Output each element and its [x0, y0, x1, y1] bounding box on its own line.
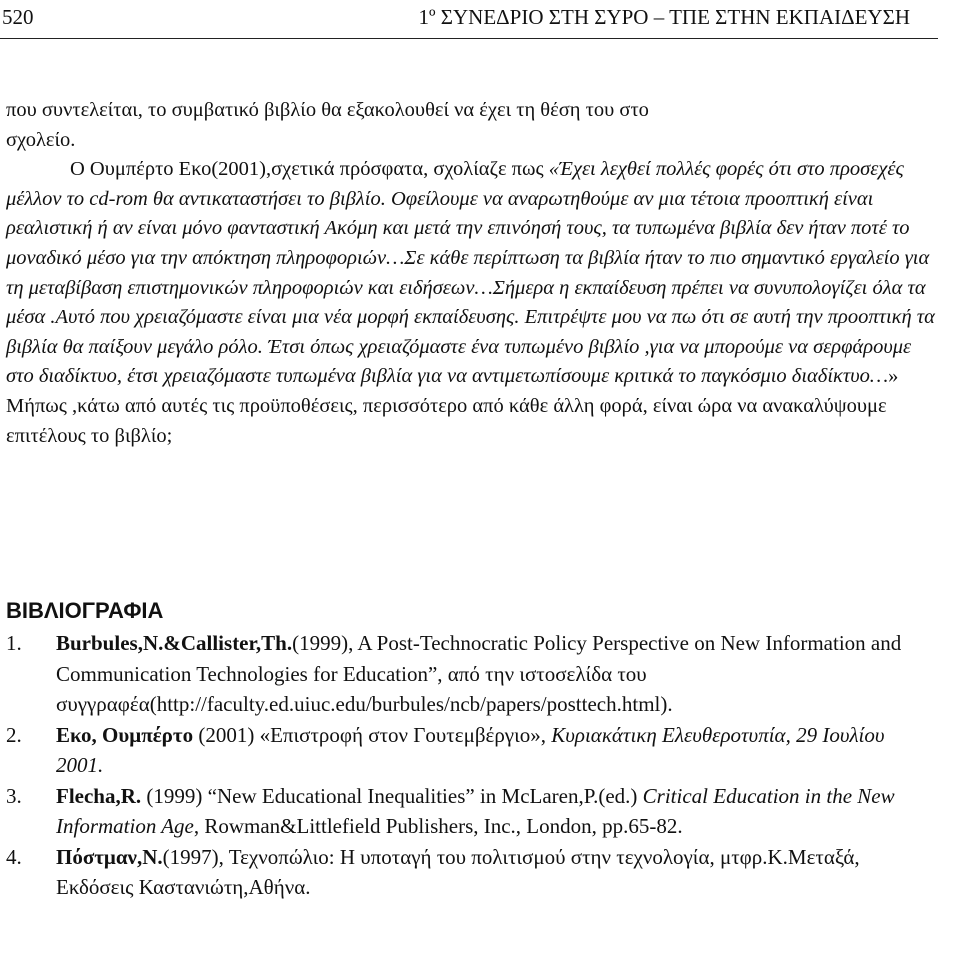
page-header: [0, 0, 960, 34]
reference-number: 3.: [6, 783, 22, 808]
paragraph-1-line-2: σχολείο.: [6, 128, 76, 151]
reference-number: 1.: [6, 631, 22, 655]
reference-authors: Burbules,N.&Callister,Th.: [56, 631, 293, 655]
paragraph-2-lead: Ο Ουμπέρτο Εκο(2001),σχετικά πρόσφατα, σχολίαζε πως: [70, 158, 549, 181]
reference-authors: Flecha,R.: [56, 783, 142, 808]
reference-details: (1999) “New Educational Inequalities” in McLaren,P.(ed.): [141, 783, 643, 808]
page-number: 520: [2, 5, 34, 29]
reference-number: 4.: [6, 844, 22, 869]
reference-publisher: , Rowman&Littlefield Publishers, Inc., London, pp.65-82.: [193, 814, 683, 838]
paragraph-2-tail: Μήπως ,κάτω από αυτές τις προϋποθέσεις, περισσότερο από κάθε άλλη φορά, είναι ώρα να ανακαλύψουμε επιτέλους το βιβλίο;: [6, 394, 887, 447]
references-title: ΒΙΒΛΙΟΓΡΑΦΙΑ: [6, 598, 164, 623]
quote-close-mark: »: [888, 365, 899, 388]
reference-source: Κυριακάτικη Ελευθεροτυπία, 29 Ιουλίου 2001.: [56, 722, 885, 777]
eco-quote-part-1: «Έχει λεχθεί πολλές φορές ότι στο προσεχές μέλλον το cd-rom θα αντικαταστήσει το βιβλίο. Οφείλουμε να αναρωτηθούμε αν μια τέτοια προοπτική είναι ρεαλιστική ή αν είναι μόνο φανταστική Ακόμη και μετά την επινόησή τους, τα τυπωμένα βιβλία δεν ήταν ποτέ το μοναδικό μέσο για την απόκτηση πληροφοριών: [6, 158, 910, 269]
running-head: 1º ΣΥΝΕΔΡΙΟ ΣΤΗ ΣΥΡΟ – ΤΠΕ ΣΤΗΝ ΕΚΠΑΙΔΕΥΣΗ: [418, 5, 910, 29]
reference-item-1: [6, 628, 926, 720]
reference-source: Critical Education in the New Information Age: [56, 783, 895, 838]
reference-number: 2.: [6, 722, 22, 747]
eco-quote-part-2: Σε κάθε περίπτωση τα βιβλία ήταν το πιο σημαντικό εργαλείο για τη μεταβίβαση επιστημονικών πληροφοριών και ειδήσεων: [6, 246, 930, 299]
reference-details: (1997), Τεχνοπώλιο: Η υποταγή του πολιτισμού στην τεχνολογία, μτφρ.Κ.Μεταξά, Εκδόσεις Καστανιώτη,Αθήνα.: [56, 844, 860, 899]
reference-details: (2001) «Επιστροφή στον Γουτεμβέργιο»,: [193, 722, 552, 747]
reference-details: (1999), A Post-Technocratic Policy Perspective on New Information and Communication Technologies for Education”, από την ιστοσελίδα του συγγραφέα(http://faculty.ed.uiuc.edu/burbules/ncb/papers/posttech.html).: [56, 631, 902, 716]
body-text: [6, 96, 938, 451]
ellipsis-2: …: [474, 276, 493, 299]
paragraph-1-line-1: που συντελείται, το συμβατικό βιβλίο θα εξακολουθεί να έχει τη θέση του στο: [6, 99, 649, 121]
ellipsis-1: …: [386, 246, 405, 269]
reference-item-3: [6, 781, 926, 842]
eco-quote-part-3: Σήμερα η εκπαίδευση πρέπει να συνυπολογίζει όλα τα μέσα .Αυτό που χρειαζόμαστε είναι μια νέα μορφή εκπαίδευσης. Επιτρέψτε μου να πω ότι σε αυτή την προοπτική τα βιβλία θα παίξουν μεγάλο ρόλο. Έτσι όπως χρειαζόμαστε ένα τυπωμένο βιβλίο ,για να μπορούμε να σερφάρουμε στο διαδίκτυο, έτσι χρειαζόμαστε τυπωμένα βιβλία για να αντιμετωπίσουμε κριτικά το παγκόσμιο διαδίκτυο: [6, 276, 935, 388]
paragraph-2: [6, 155, 938, 451]
ellipsis-3: …: [869, 365, 889, 388]
reference-authors: Πόστμαν,Ν.: [56, 844, 163, 869]
reference-item-4: [6, 842, 926, 903]
reference-item-2: [6, 720, 926, 781]
header-rule: [0, 38, 938, 39]
paragraph-1: [6, 96, 938, 155]
reference-authors: Εκο, Ουμπέρτο: [56, 722, 194, 747]
references-list: [6, 628, 926, 903]
